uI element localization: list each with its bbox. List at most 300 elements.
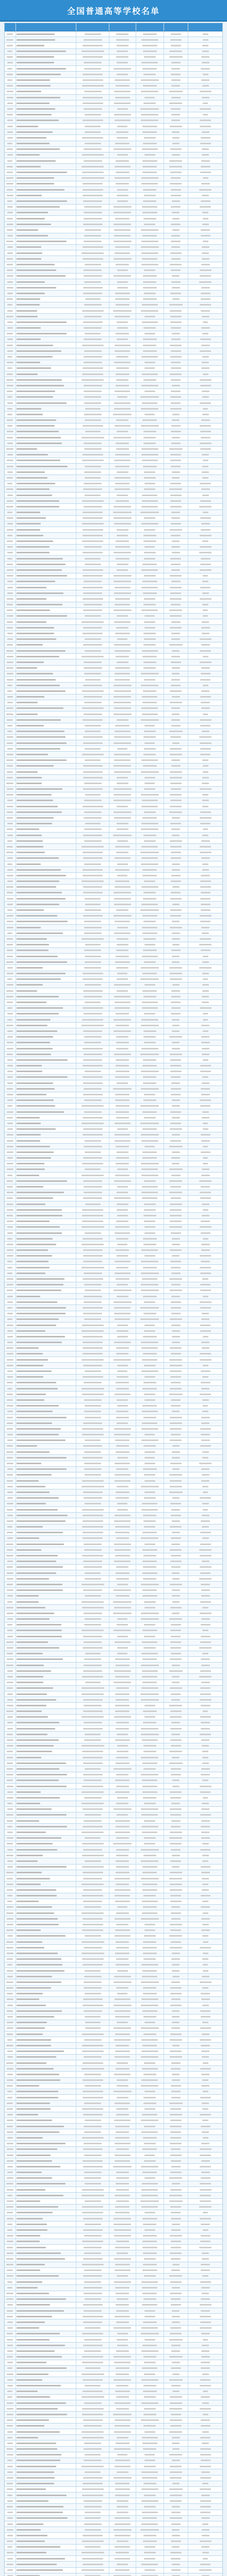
text-placeholder	[201, 264, 210, 265]
table-cell	[76, 942, 109, 947]
text-placeholder	[7, 229, 13, 231]
text-placeholder	[7, 523, 13, 524]
table-row	[5, 1565, 222, 1570]
text-placeholder	[117, 1284, 128, 1285]
table-row	[5, 1127, 222, 1132]
text-placeholder	[113, 310, 132, 312]
table-cell	[109, 337, 136, 342]
text-placeholder	[116, 1042, 129, 1043]
table-cell	[109, 429, 136, 434]
table-cell	[16, 250, 76, 256]
text-placeholder	[17, 1866, 67, 1868]
text-placeholder	[17, 1325, 56, 1326]
table-cell	[76, 1501, 109, 1506]
text-placeholder	[116, 1417, 129, 1418]
text-placeholder	[7, 1808, 13, 1810]
text-placeholder	[17, 1878, 50, 1879]
table-cell	[136, 1075, 164, 1080]
text-placeholder	[116, 950, 128, 951]
text-placeholder	[17, 1376, 43, 1378]
text-placeholder	[17, 840, 43, 842]
text-placeholder	[7, 592, 13, 594]
table-cell	[136, 533, 164, 538]
text-placeholder	[7, 1687, 13, 1689]
table-cell	[76, 723, 109, 728]
text-placeholder	[7, 154, 13, 156]
text-placeholder	[7, 673, 13, 674]
table-cell	[5, 1380, 16, 1385]
table-row	[5, 37, 222, 43]
text-placeholder	[17, 1786, 67, 1787]
table-row	[5, 1311, 222, 1317]
table-cell	[16, 1282, 76, 1287]
text-placeholder	[201, 1808, 209, 1810]
table-row	[5, 1380, 222, 1386]
text-placeholder	[142, 68, 157, 70]
table-row	[5, 764, 222, 769]
text-placeholder	[7, 206, 13, 208]
table-cell	[76, 838, 109, 843]
text-placeholder	[172, 1048, 180, 1049]
table-cell	[164, 435, 189, 440]
text-placeholder	[115, 1832, 130, 1833]
text-placeholder	[7, 1803, 12, 1804]
table-cell	[188, 1046, 222, 1051]
text-placeholder	[83, 120, 103, 121]
table-cell	[164, 562, 189, 567]
table-row	[5, 1836, 222, 1841]
table-cell	[5, 585, 16, 590]
table-cell	[76, 781, 109, 786]
table-cell	[76, 1830, 109, 1835]
table-row	[5, 602, 222, 608]
table-cell	[16, 1576, 76, 1581]
table-cell	[16, 659, 76, 665]
text-placeholder	[83, 1422, 102, 1424]
table-cell	[16, 1732, 76, 1737]
text-placeholder	[172, 1855, 180, 1856]
table-cell	[76, 1426, 109, 1431]
table-cell	[188, 579, 222, 584]
table-cell	[164, 1444, 189, 1449]
text-placeholder	[144, 575, 156, 577]
text-placeholder	[82, 621, 104, 623]
table-cell	[136, 205, 164, 210]
text-placeholder	[203, 1492, 208, 1493]
text-placeholder	[200, 1284, 210, 1285]
text-placeholder	[143, 50, 157, 52]
table-cell	[16, 1547, 76, 1552]
text-placeholder	[83, 973, 103, 974]
text-placeholder	[113, 414, 132, 415]
table-cell	[109, 1524, 136, 1530]
text-placeholder	[82, 1687, 104, 1689]
text-placeholder	[17, 1025, 47, 1026]
text-placeholder	[114, 759, 131, 761]
table-cell	[188, 1282, 222, 1287]
text-placeholder	[17, 500, 59, 502]
table-cell	[5, 1934, 16, 1939]
table-cell	[5, 1346, 16, 1351]
text-placeholder	[140, 1105, 159, 1107]
table-cell	[16, 1570, 76, 1575]
text-placeholder	[172, 869, 180, 871]
table-row	[5, 49, 222, 55]
table-cell	[16, 1225, 76, 1230]
table-row	[5, 654, 222, 659]
table-cell	[136, 1524, 164, 1530]
table-cell	[136, 1311, 164, 1316]
text-placeholder	[17, 391, 55, 392]
table-cell	[188, 1807, 222, 1812]
text-placeholder	[17, 345, 53, 346]
text-placeholder	[171, 569, 180, 571]
text-placeholder	[144, 731, 156, 732]
text-placeholder	[6, 1665, 13, 1666]
text-placeholder	[171, 990, 180, 992]
text-placeholder	[17, 1653, 43, 1654]
text-placeholder	[115, 633, 130, 634]
text-placeholder	[200, 126, 211, 127]
table-cell	[136, 1501, 164, 1506]
table-cell	[5, 844, 16, 849]
table-cell	[16, 1830, 76, 1835]
text-placeholder	[116, 1492, 129, 1493]
table-row	[5, 1801, 222, 1807]
table-row	[5, 1559, 222, 1565]
table-cell	[164, 631, 189, 636]
text-placeholder	[7, 754, 13, 755]
text-placeholder	[17, 1134, 41, 1136]
text-placeholder	[7, 892, 13, 893]
text-placeholder	[82, 1388, 104, 1389]
text-placeholder	[17, 707, 63, 709]
table-row	[5, 193, 222, 198]
table-cell	[76, 1277, 109, 1282]
text-placeholder	[7, 696, 13, 698]
table-cell	[109, 389, 136, 394]
text-placeholder	[113, 581, 131, 582]
table-cell	[164, 1242, 189, 1247]
table-cell	[76, 314, 109, 319]
text-placeholder	[84, 1013, 102, 1014]
text-placeholder	[83, 321, 103, 323]
table-cell	[188, 412, 222, 417]
text-placeholder	[114, 996, 131, 997]
text-placeholder	[170, 460, 181, 461]
table-cell	[76, 118, 109, 123]
col-header-5	[136, 23, 164, 31]
table-cell	[136, 1201, 164, 1207]
table-row	[5, 1369, 222, 1375]
text-placeholder	[116, 333, 129, 334]
table-cell	[188, 1657, 222, 1662]
table-cell	[136, 268, 164, 273]
table-row	[5, 418, 222, 423]
table-cell	[16, 268, 76, 273]
table-cell	[76, 1138, 109, 1143]
table-cell	[188, 711, 222, 717]
text-placeholder	[170, 148, 182, 150]
text-placeholder	[7, 1030, 13, 1032]
table-cell	[16, 1807, 76, 1812]
table-cell	[188, 1922, 222, 1927]
text-placeholder	[82, 1486, 104, 1487]
text-placeholder	[144, 477, 156, 479]
table-cell	[16, 37, 76, 42]
table-cell	[136, 1743, 164, 1749]
text-placeholder	[171, 45, 181, 46]
table-row	[5, 1703, 222, 1708]
table-row	[5, 1541, 222, 1547]
table-cell	[16, 550, 76, 555]
table-cell	[164, 1634, 189, 1639]
table-cell	[5, 1847, 16, 1852]
table-cell	[5, 1288, 16, 1293]
table-cell	[188, 1732, 222, 1737]
table-cell	[136, 337, 164, 342]
table-cell	[76, 890, 109, 895]
text-placeholder	[114, 1607, 131, 1608]
table-cell	[188, 106, 222, 111]
text-placeholder	[202, 1503, 209, 1504]
table-cell	[16, 1432, 76, 1437]
table-cell	[109, 89, 136, 94]
table-cell	[188, 302, 222, 308]
text-placeholder	[85, 794, 101, 795]
text-placeholder	[171, 707, 180, 709]
text-placeholder	[144, 483, 155, 484]
text-placeholder	[116, 1941, 129, 1943]
text-placeholder	[202, 316, 209, 317]
text-placeholder	[17, 1261, 48, 1262]
text-placeholder	[85, 904, 101, 905]
table-cell	[16, 775, 76, 780]
text-placeholder	[7, 679, 13, 681]
text-placeholder	[200, 1290, 211, 1291]
text-placeholder	[82, 1221, 103, 1222]
table-cell	[136, 521, 164, 527]
text-placeholder	[201, 1589, 210, 1591]
table-cell	[136, 930, 164, 936]
text-placeholder	[172, 414, 180, 415]
text-placeholder	[171, 996, 181, 997]
text-placeholder	[202, 50, 209, 52]
table-cell	[76, 856, 109, 861]
table-cell	[16, 1634, 76, 1639]
table-cell	[109, 256, 136, 261]
text-placeholder	[141, 1665, 159, 1666]
text-placeholder	[116, 385, 129, 386]
table-cell	[76, 752, 109, 757]
table-cell	[5, 314, 16, 319]
text-placeholder	[84, 702, 102, 703]
text-placeholder	[200, 1693, 211, 1695]
text-placeholder	[7, 1653, 13, 1654]
table-cell	[16, 285, 76, 290]
table-cell	[136, 694, 164, 700]
table-cell	[16, 458, 76, 463]
table-cell	[136, 556, 164, 561]
table-cell	[109, 1639, 136, 1645]
table-cell	[16, 1472, 76, 1478]
text-placeholder	[17, 224, 51, 225]
text-placeholder	[84, 1296, 102, 1297]
text-placeholder	[200, 1007, 212, 1009]
table-cell	[16, 666, 76, 671]
text-placeholder	[113, 609, 132, 611]
text-placeholder	[200, 754, 210, 755]
table-cell	[164, 158, 189, 163]
table-cell	[16, 452, 76, 457]
table-cell	[109, 539, 136, 544]
text-placeholder	[17, 852, 45, 853]
table-cell	[136, 942, 164, 947]
table-cell	[164, 1928, 189, 1933]
table-cell	[76, 1865, 109, 1870]
text-placeholder	[117, 1814, 128, 1816]
table-cell	[188, 809, 222, 815]
table-cell	[164, 1599, 189, 1604]
table-cell	[136, 129, 164, 134]
table-cell	[136, 1651, 164, 1656]
text-placeholder	[17, 904, 59, 905]
table-cell	[136, 423, 164, 429]
table-cell	[109, 850, 136, 855]
table-cell	[109, 856, 136, 861]
table-cell	[16, 383, 76, 388]
text-placeholder	[7, 1048, 13, 1049]
text-placeholder	[169, 1036, 182, 1038]
table-cell	[16, 1709, 76, 1714]
table-cell	[188, 66, 222, 71]
text-placeholder	[7, 1497, 13, 1499]
text-placeholder	[141, 1439, 158, 1441]
table-cell	[164, 100, 189, 106]
table-cell	[5, 1334, 16, 1339]
table-cell	[164, 1375, 189, 1380]
text-placeholder	[83, 1532, 103, 1533]
table-cell	[164, 1340, 189, 1345]
table-cell	[136, 833, 164, 838]
text-placeholder	[7, 1353, 13, 1354]
table-cell	[136, 1622, 164, 1628]
table-cell	[5, 1646, 16, 1651]
table-cell	[164, 1576, 189, 1581]
table-cell	[188, 1749, 222, 1754]
table-cell	[188, 331, 222, 336]
table-row	[5, 1905, 222, 1910]
table-cell	[164, 504, 189, 509]
text-placeholder	[116, 1866, 129, 1868]
text-placeholder	[171, 443, 181, 444]
table-cell	[109, 1242, 136, 1247]
table-cell	[136, 642, 164, 648]
table-cell	[5, 1916, 16, 1921]
table-cell	[164, 1691, 189, 1697]
table-cell	[188, 1934, 222, 1939]
table-cell	[109, 1836, 136, 1841]
table-cell	[5, 435, 16, 440]
table-cell	[188, 1069, 222, 1074]
table-cell	[76, 245, 109, 250]
table-cell	[5, 873, 16, 878]
table-cell	[76, 487, 109, 492]
table-cell	[76, 619, 109, 624]
table-cell	[109, 1213, 136, 1218]
table-cell	[16, 1518, 76, 1523]
text-placeholder	[7, 569, 13, 571]
text-placeholder	[17, 1048, 53, 1049]
text-placeholder	[170, 1526, 182, 1528]
text-placeholder	[170, 1261, 181, 1262]
text-placeholder	[82, 1509, 104, 1511]
text-placeholder	[115, 218, 129, 219]
text-placeholder	[82, 754, 104, 755]
table-cell	[109, 942, 136, 947]
table-cell	[164, 66, 189, 71]
table-row	[5, 1173, 222, 1178]
text-placeholder	[82, 1912, 104, 1914]
text-placeholder	[17, 235, 48, 236]
text-placeholder	[115, 97, 130, 98]
table-cell	[188, 1063, 222, 1069]
table-cell	[5, 297, 16, 302]
table-cell	[5, 1253, 16, 1259]
text-placeholder	[143, 327, 156, 329]
text-placeholder	[171, 1774, 181, 1775]
text-placeholder	[85, 638, 101, 640]
text-placeholder	[199, 552, 212, 553]
table-cell	[5, 193, 16, 198]
text-placeholder	[17, 714, 38, 715]
table-cell	[164, 1369, 189, 1374]
table-cell	[164, 118, 189, 123]
table-row	[5, 1928, 222, 1934]
table-cell	[109, 100, 136, 106]
text-placeholder	[85, 1578, 101, 1580]
text-placeholder	[201, 1439, 210, 1441]
table-cell	[188, 1576, 222, 1581]
text-placeholder	[17, 909, 44, 911]
table-cell	[5, 464, 16, 469]
table-cell	[136, 1086, 164, 1091]
table-cell	[5, 1818, 16, 1823]
text-placeholder	[141, 264, 158, 265]
table-cell	[136, 1536, 164, 1541]
table-cell	[164, 222, 189, 227]
table-cell	[109, 383, 136, 388]
table-cell	[16, 1144, 76, 1149]
text-placeholder	[142, 1359, 157, 1361]
table-cell	[109, 475, 136, 480]
table-row	[5, 631, 222, 637]
table-cell	[16, 1086, 76, 1091]
table-cell	[188, 1438, 222, 1443]
table-cell	[76, 1905, 109, 1910]
text-placeholder	[7, 1457, 13, 1459]
text-placeholder	[113, 1630, 131, 1631]
table-cell	[109, 1789, 136, 1794]
table-cell	[109, 1190, 136, 1195]
text-placeholder	[202, 1204, 209, 1205]
table-cell	[76, 1634, 109, 1639]
table-cell	[5, 850, 16, 855]
table-cell	[109, 977, 136, 982]
table-cell	[5, 809, 16, 815]
table-cell	[76, 1518, 109, 1523]
text-placeholder	[172, 673, 180, 674]
